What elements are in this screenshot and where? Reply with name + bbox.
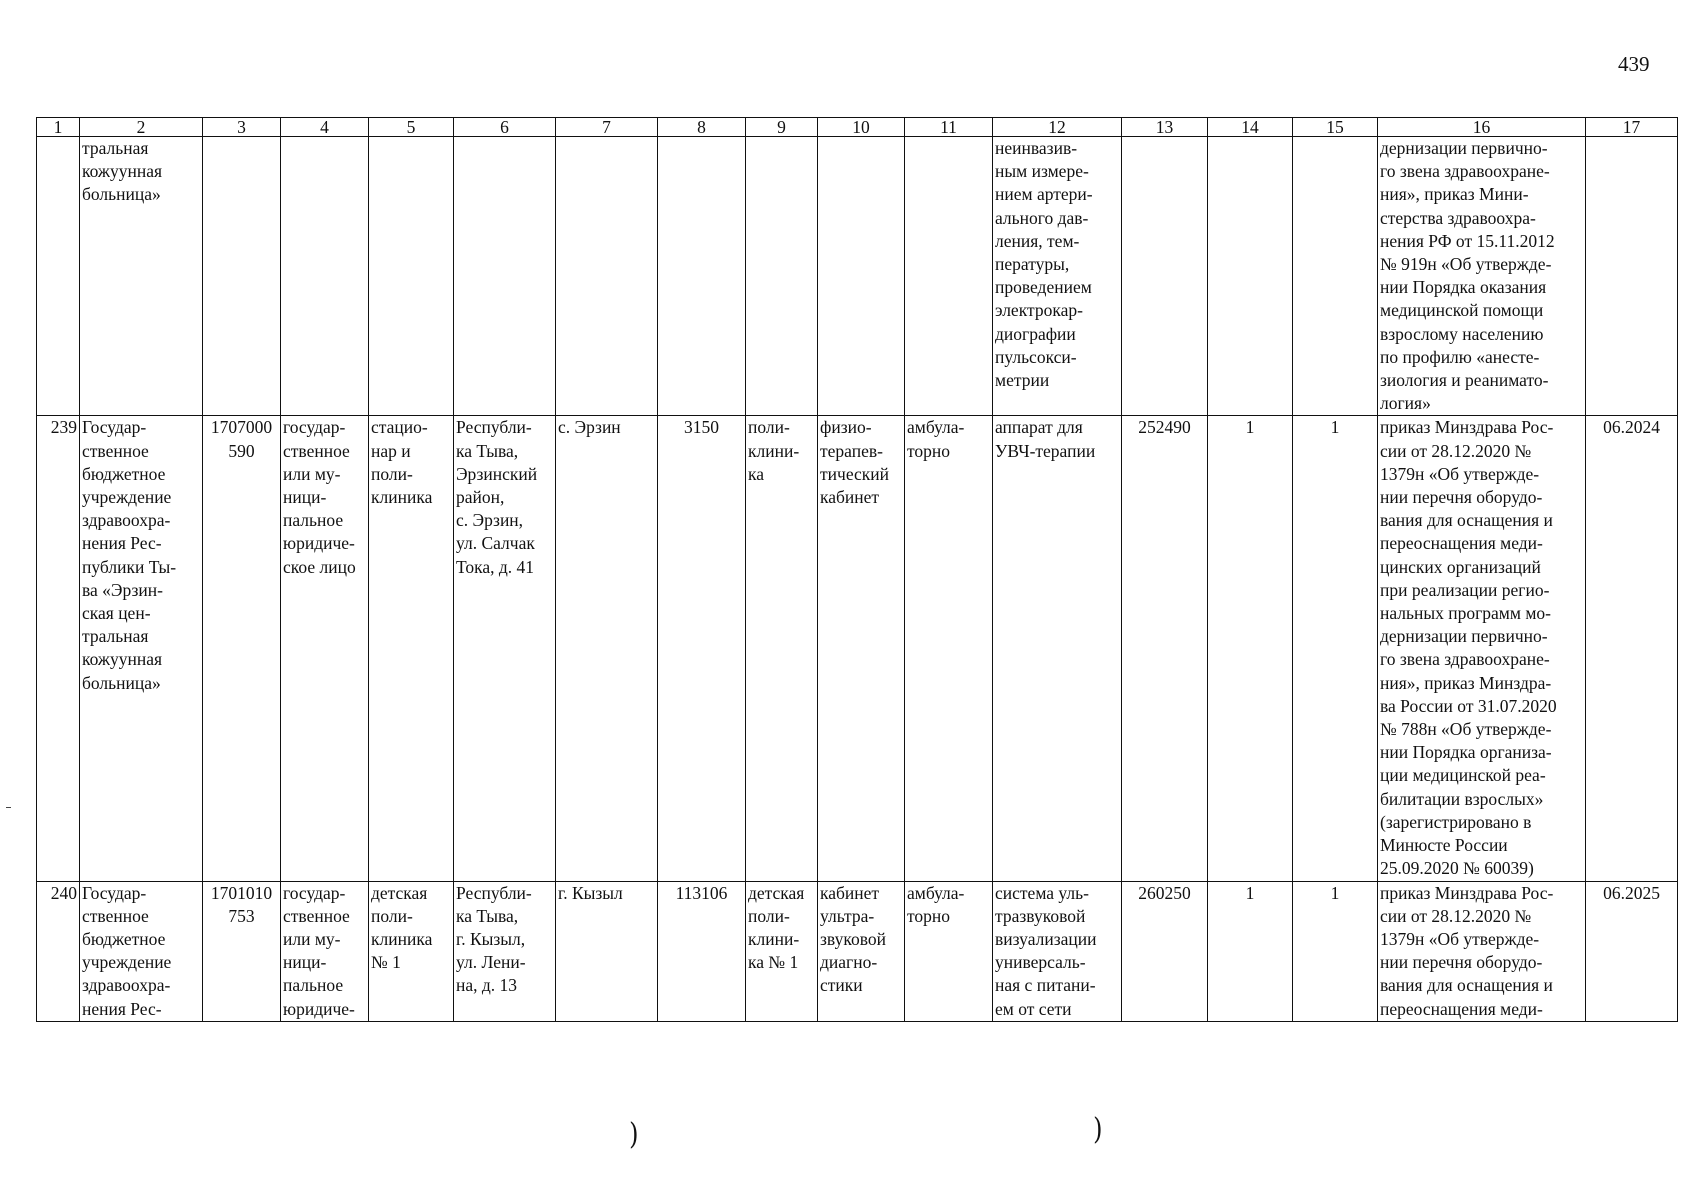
address-cell: Республи- ка Тыва, г. Кызыл, ул. Лени- на, д. 13 xyxy=(454,881,556,1021)
column-header: 12 xyxy=(993,118,1122,137)
equipment-cell: система уль- тразвуковой визуализации универсаль- ная с питани- ем от сети xyxy=(993,881,1122,1021)
scan-mark-right: ) xyxy=(1093,1112,1103,1147)
equipment-cell: аппарат для УВЧ-терапии xyxy=(993,416,1122,881)
table-row-240 xyxy=(37,881,1678,1021)
equipment-registry-table xyxy=(36,117,1678,1022)
legal-form-cell: государ- ственное или му- ници- пальное юридиче- ское лицо xyxy=(281,416,369,881)
table-row-continuation xyxy=(37,137,1678,416)
equipment-code-cell: 252490 xyxy=(1122,416,1208,881)
equipment-cell: неинвазив- ным измере- нием артери- ального дав- ления, тем- пературы, проведением электрокар- диографии пульсокси- метрии xyxy=(993,137,1122,416)
page-number: 439 xyxy=(1618,52,1650,76)
column-header: 9 xyxy=(746,118,818,137)
population-cell xyxy=(658,137,746,416)
quantity-cell: 1 xyxy=(1293,416,1378,881)
settlement-cell: г. Кызыл xyxy=(556,881,658,1021)
legal-basis-cell: дернизации первично- го звена здравоохране- ния», приказ Мини- стерства здравоохра- нения РФ от 15.11.2012 № 919н «Об утвержде- нии Порядка оказания медицинской помощи взрослому населению по профилю «анесте- зиология и реанимато- логия» xyxy=(1378,137,1586,416)
institution-name-cell: Государ- ственное бюджетное учреждение здравоохра- нения Рес- xyxy=(80,881,203,1021)
care-conditions-cell: амбула- торно xyxy=(905,416,993,881)
address-cell: Республи- ка Тыва, Эрзинский район, с. Эрзин, ул. Салчак Тока, д. 41 xyxy=(454,416,556,881)
column-header: 13 xyxy=(1122,118,1208,137)
legal-form-cell: государ- ственное или му- ници- пальное юридиче- xyxy=(281,881,369,1021)
care-conditions-cell xyxy=(905,137,993,416)
legal-form-cell xyxy=(281,137,369,416)
quantity-cell xyxy=(1208,137,1293,416)
care-conditions-cell: амбула- торно xyxy=(905,881,993,1021)
scan-speck xyxy=(6,807,11,808)
quantity-cell: 1 xyxy=(1293,881,1378,1021)
scan-mark-left: ) xyxy=(629,1117,639,1152)
facility-type-cell xyxy=(369,137,454,416)
column-header: 10 xyxy=(818,118,905,137)
subdivision-cell: детская поли- клини- ка № 1 xyxy=(746,881,818,1021)
settlement-cell: с. Эрзин xyxy=(556,416,658,881)
column-header: 4 xyxy=(281,118,369,137)
table-row-239 xyxy=(37,416,1678,881)
column-header: 11 xyxy=(905,118,993,137)
column-header: 1 xyxy=(37,118,80,137)
population-cell: 113106 xyxy=(658,881,746,1021)
row-number-cell: 239 xyxy=(37,416,80,881)
department-cell: кабинет ультра- звуковой диагно- стики xyxy=(818,881,905,1021)
quantity-cell: 1 xyxy=(1208,416,1293,881)
subdivision-cell xyxy=(746,137,818,416)
institution-name-cell: Государ- ственное бюджетное учреждение здравоохра- нения Рес- публики Ты- ва «Эрзин- ская цен- тральная кожуунная больница» xyxy=(80,416,203,881)
code-cell: 1707000 590 xyxy=(203,416,281,881)
department-cell: физио- терапев- тический кабинет xyxy=(818,416,905,881)
column-header: 16 xyxy=(1378,118,1586,137)
department-cell xyxy=(818,137,905,416)
column-header: 5 xyxy=(369,118,454,137)
quantity-cell: 1 xyxy=(1208,881,1293,1021)
column-header: 7 xyxy=(556,118,658,137)
settlement-cell xyxy=(556,137,658,416)
legal-basis-cell: приказ Минздрава Рос- сии от 28.12.2020 № 1379н «Об утвержде- нии перечня оборудо- вания для оснащения и переоснащения меди- xyxy=(1378,881,1586,1021)
facility-type-cell: стацио- нар и поли- клиника xyxy=(369,416,454,881)
equipment-code-cell: 260250 xyxy=(1122,881,1208,1021)
date-cell xyxy=(1586,137,1678,416)
column-header: 2 xyxy=(80,118,203,137)
population-cell: 3150 xyxy=(658,416,746,881)
quantity-cell xyxy=(1293,137,1378,416)
column-header: 3 xyxy=(203,118,281,137)
code-cell xyxy=(203,137,281,416)
column-header: 6 xyxy=(454,118,556,137)
institution-name-cell: тральная кожуунная больница» xyxy=(80,137,203,416)
column-header: 17 xyxy=(1586,118,1678,137)
column-number-row xyxy=(37,118,1678,137)
row-number-cell: 240 xyxy=(37,881,80,1021)
date-cell: 06.2025 xyxy=(1586,881,1678,1021)
equipment-code-cell xyxy=(1122,137,1208,416)
date-cell: 06.2024 xyxy=(1586,416,1678,881)
code-cell: 1701010 753 xyxy=(203,881,281,1021)
facility-type-cell: детская поли- клиника № 1 xyxy=(369,881,454,1021)
column-header: 8 xyxy=(658,118,746,137)
subdivision-cell: поли- клини- ка xyxy=(746,416,818,881)
column-header: 15 xyxy=(1293,118,1378,137)
row-number-cell xyxy=(37,137,80,416)
legal-basis-cell: приказ Минздрава Рос- сии от 28.12.2020 № 1379н «Об утвержде- нии перечня оборудо- вания для оснащения и переоснащения меди- цинских организаций при реализации регио- нальных программ мо- дернизации первично- го звена здравоохране- ния», приказ Минздра- ва России от 31.07.2020 № 788н «Об утвержде- нии Порядка организа- ции медицинской реа- билитации взрослых» (зарегистрировано в Минюсте России 25.09.2020 № 60039) xyxy=(1378,416,1586,881)
column-header: 14 xyxy=(1208,118,1293,137)
address-cell xyxy=(454,137,556,416)
